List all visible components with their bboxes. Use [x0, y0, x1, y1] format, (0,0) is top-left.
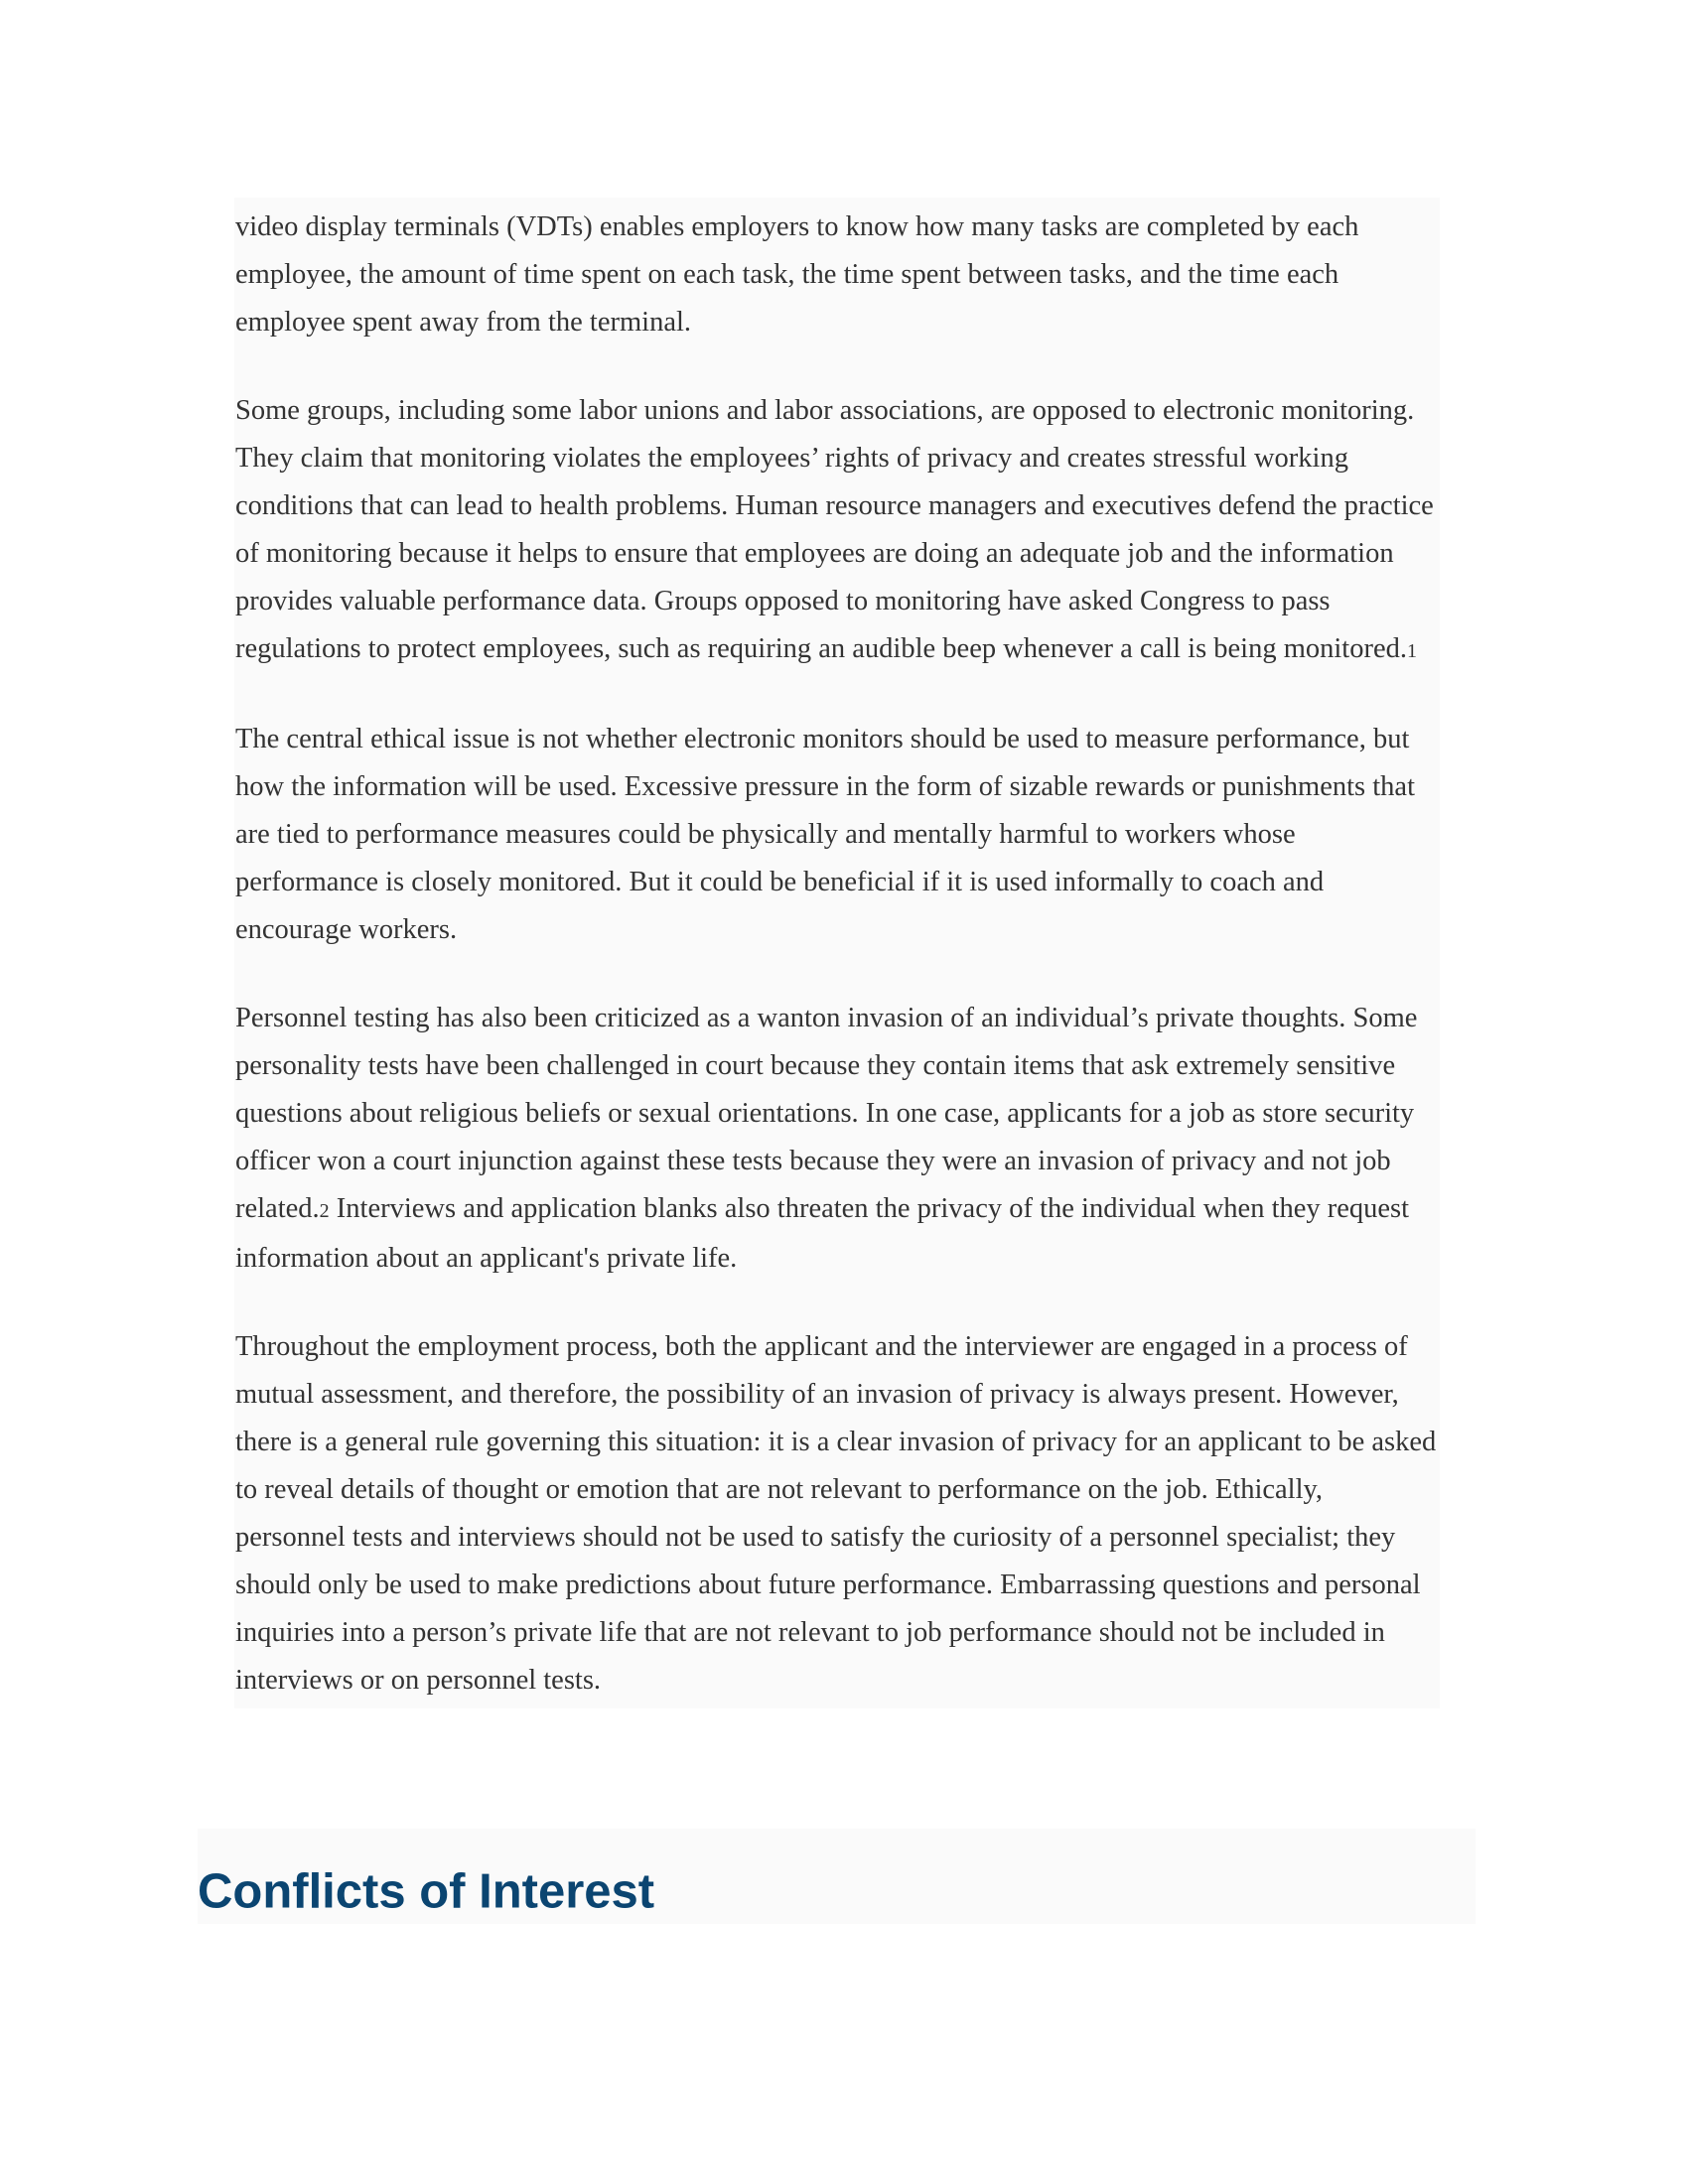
- paragraph-text: Personnel testing has also been criticized as a wanton invasion of an individual’s private thoughts. Some personality tests have been challenged in court because they contain items that ask extremely sensitive questions about religious beliefs or sexual orientations. In one case, applicants for a job as store security officer won a court injunction against these tests because they were an invasion of privacy and not job related.: [235, 1003, 1418, 1224]
- paragraph-opposition: [234, 387, 1440, 675]
- section-heading-block: [198, 1829, 1476, 1924]
- article-body: [234, 198, 1440, 1708]
- paragraph-text: Throughout the employment process, both the applicant and the interviewer are engaged in a process of mutual assessment, and therefore, the possibility of an invasion of privacy is always present. However, there is a general rule governing this situation: it is a clear invasion of privacy for an applicant to be asked to reveal details of thought or emotion that are not relevant to performance on the job. Ethically, personnel tests and interviews should not be used to satisfy the curiosity of a personnel specialist; they should only be used to make predictions about future performance. Embarrassing questions and personal inquiries into a person’s private life that are not relevant to job performance should not be included in interviews or on personnel tests.: [235, 1331, 1437, 1696]
- footnote-marker-1[interactable]: 1: [1407, 640, 1417, 662]
- paragraph-text: Some groups, including some labor unions and labor associations, are opposed to electronic monitoring. They claim that monitoring violates the employees’ rights of privacy and creates stressful working conditions that can lead to health problems. Human resource managers and executives defend the practice of monitoring because it helps to ensure that employees are doing an adequate job and the information provides valuable performance data. Groups opposed to monitoring have asked Congress to pass regulations to protect employees, such as requiring an audible beep whenever a call is being monitored.: [235, 395, 1434, 664]
- paragraph-vdt-monitoring: [234, 204, 1440, 346]
- footnote-marker-2[interactable]: 2: [319, 1200, 330, 1222]
- section-heading: Conflicts of Interest: [198, 1864, 655, 1919]
- paragraph-text: video display terminals (VDTs) enables employers to know how many tasks are completed by each employee, the amount of time spent on each task, the time spent between tasks, and the time each employee spent away from the terminal.: [235, 211, 1359, 338]
- paragraph-employment-process: [234, 1323, 1440, 1705]
- paragraph-text: The central ethical issue is not whether electronic monitors should be used to measure performance, but how the information will be used. Excessive pressure in the form of sizable rewards or punishments that are tied to performance measures could be physically and mentally harmful to workers whose performance is closely monitored. But it could be beneficial if it is used informally to coach and encourage workers.: [235, 724, 1415, 945]
- paragraph-text-continued: Interviews and application blanks also threaten the privacy of the individual when they request information about an applicant's private life.: [235, 1193, 1410, 1274]
- paragraph-personnel-testing: [234, 995, 1440, 1283]
- paragraph-ethical-issue: [234, 716, 1440, 954]
